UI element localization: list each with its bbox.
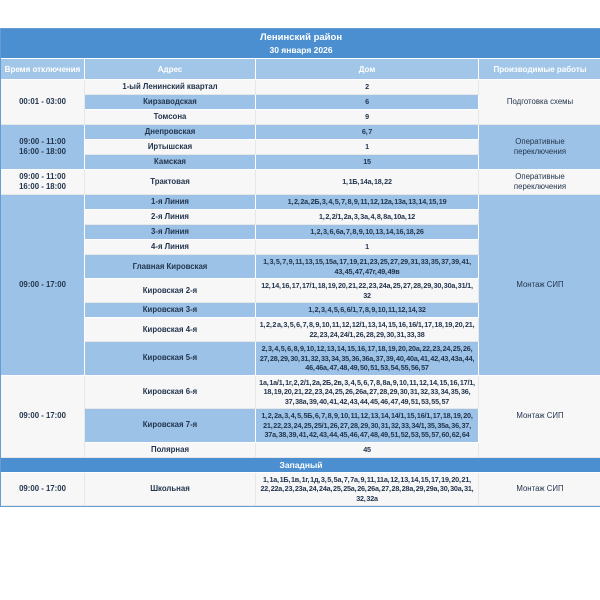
address-cell: Главная Кировская [85, 255, 256, 279]
address-cell: Кировская 7-я [85, 409, 256, 443]
time-line: 09:00 - 17:00 [19, 411, 66, 420]
works-cell: Подготовка схемы [479, 80, 600, 125]
works-cell: Монтаж СИП [479, 376, 600, 458]
address-cell: Кировская 6-я [85, 376, 256, 410]
district-header-row [1, 29, 600, 59]
works-cell: Монтаж СИП [479, 195, 600, 376]
houses-cell: 1, 2, 2а, 2Б, 3, 4, 5, 7, 8, 9, 11, 12, 12а, 13а, 13, 14, 15, 19 [256, 195, 479, 210]
houses-cell: 6, 7 [256, 125, 479, 140]
houses-cell: 2 [256, 80, 479, 95]
table-row [1, 376, 600, 410]
time-line: 16:00 - 18:00 [19, 182, 66, 191]
houses-cell: 6 [256, 95, 479, 110]
time-cell [1, 473, 85, 507]
address-cell: 1-я Линия [85, 195, 256, 210]
houses-cell: 2, 3, 4, 5, 6, 8, 9, 10, 12, 13, 14, 15, 16, 17, 18, 19, 20, 20а, 22, 23, 24, 25, 26, 27, 28, 29, 30, 31, 32, 33, 34, 35, 36, 36а, 37, 39, 40, 40а, 41, 42, 43, 43а, 44, 46, 46а, 47, 48, 49, 50, 51, 53, 54, 55, 56, 57 [256, 342, 479, 376]
address-cell: Кировская 3-я [85, 303, 256, 318]
houses-cell: 1, 2, 2 а, 3, 5, 6, 7, 8, 9, 10, 11, 12, 12/1, 13, 14, 15, 16, 16/1, 17, 18, 19, 20, 21, 22, 23, 24, 24/1, 26, 28, 29, 30, 31, 33, 38 [256, 318, 479, 342]
col-header-address: Адрес [85, 59, 256, 80]
column-header-row [1, 59, 600, 80]
address-cell: Днепровская [85, 125, 256, 140]
houses-cell: 1а, 1а/1, 1г, 2, 2/1, 2а, 2Б, 2в, 3, 4, 5, 6, 7, 8, 8а, 9, 10, 11, 12, 14, 15, 16, 17/1, 18, 19, 20, 21, 22, 23, 24, 25, 26, 26а, 27, 28, 29, 30, 31, 32, 33, 34, 35, 36, 37, 38а, 39, 40, 41, 42, 43, 44, 45, 46, 47, 49, 51, 53, 55, 57 [256, 376, 479, 410]
houses-cell: 9 [256, 110, 479, 125]
district-header [1, 29, 600, 59]
section-header-row [1, 458, 600, 473]
address-cell: Кировская 2-я [85, 279, 256, 303]
houses-cell: 1, 3, 5, 7, 9, 11, 13, 15, 15а, 17, 19, 21, 23, 25, 27, 29, 31, 33, 35, 37, 39, 41, 43, 45, 47, 47г, 49, 49в [256, 255, 479, 279]
time-cell [1, 195, 85, 376]
houses-cell: 1, 1а, 1Б, 1в, 1г, 1д, 3, 5, 5а, 7, 7а, 9, 11, 11а, 12, 13, 14, 15, 17, 19, 20, 21, 22, 22а, 23, 23а, 24, 24а, 25, 25а, 26, 26а, 27, 28, 28а, 29, 29а, 30, 30а, 31, 32, 32а [256, 473, 479, 507]
table-row [1, 473, 600, 507]
address-cell: Кировская 4-я [85, 318, 256, 342]
houses-cell: 12, 14, 16, 17, 17/1, 18, 19, 20, 21, 22, 23, 24а, 25, 27, 28, 29, 30, 30а, 31/1, 32 [256, 279, 479, 303]
table-row [1, 125, 600, 140]
time-line: 00:01 - 03:00 [19, 97, 66, 106]
address-cell: Камская [85, 155, 256, 170]
district-title: Ленинский район [259, 32, 343, 43]
address-cell: 4-я Линия [85, 240, 256, 255]
address-cell: Трактовая [85, 170, 256, 195]
works-cell: Оперативные переключения [479, 170, 600, 195]
table-row [1, 80, 600, 95]
time-cell [1, 170, 85, 195]
outage-schedule-table [0, 28, 600, 507]
houses-cell: 1, 1Б, 14а, 18, 22 [256, 170, 479, 195]
table-row [1, 195, 600, 210]
address-cell: Полярная [85, 443, 256, 458]
address-cell: 2-я Линия [85, 210, 256, 225]
works-cell: Монтаж СИП [479, 473, 600, 507]
table-row [1, 170, 600, 195]
houses-cell: 1, 2, 3, 4, 5, 6, 6/1, 7, 8, 9, 10, 11, 12, 14, 32 [256, 303, 479, 318]
houses-cell: 1 [256, 240, 479, 255]
time-line: 09:00 - 11:00 [19, 172, 66, 181]
time-cell [1, 80, 85, 125]
address-cell: 3-я Линия [85, 225, 256, 240]
time-line: 09:00 - 11:00 [19, 137, 66, 146]
time-line: 09:00 - 17:00 [19, 279, 66, 289]
time-line: 16:00 - 18:00 [19, 147, 66, 156]
houses-cell: 45 [256, 443, 479, 458]
houses-cell: 1, 2, 2/1, 2а, 3, 3а, 4, 8, 8а, 10а, 12 [256, 210, 479, 225]
col-header-works: Производимые работы [479, 59, 600, 80]
time-line: 09:00 - 17:00 [19, 483, 66, 493]
houses-cell: 15 [256, 155, 479, 170]
address-cell: Кировская 5-я [85, 342, 256, 376]
address-cell: Томсона [85, 110, 256, 125]
houses-cell: 1, 2, 3, 6, 6а, 7, 8, 9, 10, 13, 14, 16, 18, 26 [256, 225, 479, 240]
col-header-house: Дом [256, 59, 479, 80]
section-header: Западный [1, 458, 600, 473]
houses-cell: 1 [256, 140, 479, 155]
address-cell: Школьная [85, 473, 256, 507]
address-cell: 1-ый Ленинский квартал [85, 80, 256, 95]
address-cell: Иртышская [85, 140, 256, 155]
district-date: 30 января 2026 [269, 45, 333, 55]
address-cell: Кирзаводская [85, 95, 256, 110]
houses-cell: 1, 2, 2а, 3, 4, 5, 5Б, 6, 7, 8, 9, 10, 11, 12, 13, 14, 14/1, 15, 16/1, 17, 18, 19, 20, 21, 22, 23, 24, 25, 25/1, 26, 27, 28, 29, 30, 31, 32, 33, 34/1, 35, 35а, 36, 37, 37а, 38, 39, 41, 42, 43, 44, 45, 46, 47, 48, 49, 51, 52, 53, 55, 57, 60, 62, 64 [256, 409, 479, 443]
works-cell: Оперативные переключения [479, 125, 600, 170]
time-cell [1, 125, 85, 170]
time-cell [1, 376, 85, 458]
col-header-time: Время отключения [1, 59, 85, 80]
